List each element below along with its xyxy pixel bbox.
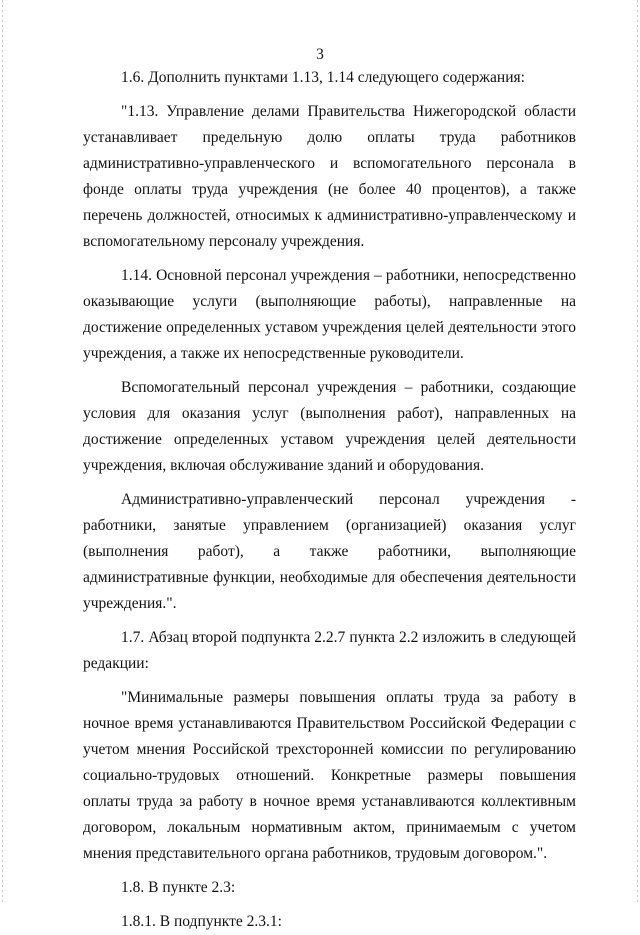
paragraph-1-8-1: 1.8.1. В подпункте 2.3.1: [121,913,282,930]
paragraph-1-6: 1.6. Дополнить пунктами 1.13, 1.14 следующего содержания: [121,69,525,86]
paragraph-night-work: "Минимальные размеры повышения оплаты труда за работу в ночное время устанавливаются Правительством Российской Федерации с учетом мнения Российской трехсторонней комиссии по регулированию социально-трудовых отношений. Конкретные размеры повышения оплаты труда за работу в ночное время устанавливаются коллективным договором, локальным нормативным актом, принимаемым с учетом мнения представительного органа работников, трудовым договором.". [83,689,576,862]
paragraph-1-8: 1.8. В пункте 2.3: [121,879,236,896]
page-number: 3 [316,46,324,63]
scan-edge-left [2,0,3,905]
paragraph-1-7: 1.7. Абзац второй подпункта 2.2.7 пункта 2.2 изложить в следующей редакции: [83,629,576,672]
paragraph-auxiliary-staff: Вспомогательный персонал учреждения – работники, создающие условия для оказания услуг (выполнения работ), направленных на достижение определенных уставом учреждения целей деятельности учреждения, включая обслуживание зданий и оборудования. [83,379,576,474]
paragraph-1-14: 1.14. Основной персонал учреждения – работники, непосредственно оказывающие услуги (выполняющие работы), направленные на достижение определенных уставом учреждения целей деятельности этого учреждения, а также их непосредственные руководители. [83,267,576,362]
paragraph-admin-staff: Административно-управленческий персонал учреждения - работники, занятые управлением (организацией) оказания услуг (выполнения работ), а также работники, выполняющие административные функции, необходимые для обеспечения деятельности учреждения.". [83,491,576,612]
paragraph-1-13: "1.13. Управление делами Правительства Нижегородской области устанавливает предельную долю оплаты труда работников административно-управленческого и вспомогательного персонала в фонде оплаты труда учреждения (не более 40 процентов), а также перечень должностей, относимых к административно-управленческому и вспомогательному персоналу учреждения. [83,103,576,250]
scan-edge-right [637,0,638,905]
document-body [83,65,576,935]
